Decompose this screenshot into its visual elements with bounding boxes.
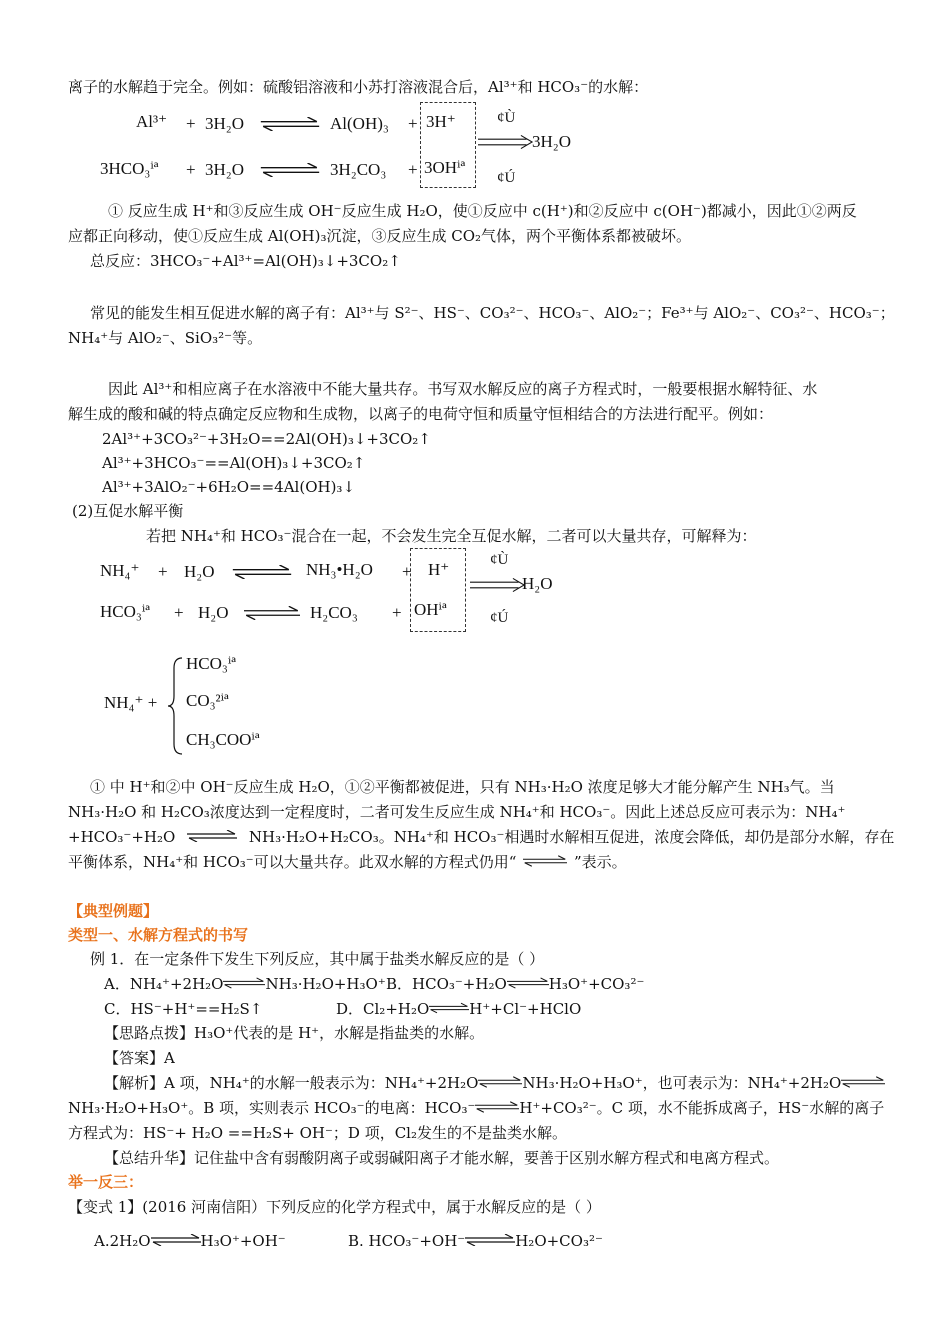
option-d — [336, 998, 581, 1020]
analysis-line-2 — [68, 1097, 884, 1119]
heading-type-1: 类型一、水解方程式的书写 — [68, 926, 249, 944]
scheme2-r1-water: H₂O — [184, 562, 215, 581]
analysis-line-3: 方程式为：HS⁻+ H₂O ==H₂S+ OH⁻；D 项，Cl₂发生的不是盐类水解。 — [68, 1124, 567, 1142]
equilibrium-arrow — [232, 565, 292, 579]
para-explain-2d-lead: 平衡体系，NH₄⁺和 HCO₃⁻可以大量共存。此双水解的方程式仍用“ — [68, 853, 517, 871]
scheme2-r2-plus: + — [174, 603, 184, 622]
scheme1-r1-plus: + — [186, 114, 196, 133]
dashed-box — [420, 102, 476, 188]
variant-option-a-rest: H₃O⁺+OH⁻ — [200, 1232, 286, 1250]
equilibrium-arrow — [244, 606, 300, 620]
para-explain-2d-rest: ”表示。 — [573, 853, 627, 871]
option-c: C．HS⁻+H⁺==H₂S↑ — [104, 1000, 263, 1018]
variant-option-b — [348, 1230, 603, 1252]
para-intro: 离子的水解趋于完全。例如：硫酸铝溶液和小苏打溶液混合后，Al³⁺和 HCO₃⁻的水解： — [68, 78, 649, 96]
variant-option-a — [94, 1230, 286, 1252]
para-explain-1b: 应都正向移动，使①反应生成 Al(OH)₃沉淀，③反应生成 CO₂气体，两个平衡体系都被破坏。 — [68, 227, 692, 245]
scheme2-r2-plus2: + — [392, 603, 402, 622]
para-total-reaction: 总反应：3HCO₃⁻+Al³⁺=Al(OH)₃↓+3CO₂↑ — [90, 252, 401, 270]
brace-item-1: HCO₃ⁱª — [186, 654, 236, 673]
scheme2-r2-ion: OHⁱª — [414, 600, 447, 619]
heading-practice: 举一反三： — [68, 1173, 144, 1191]
scheme2-r2-water: H₂O — [198, 603, 229, 622]
analysis-line-1 — [104, 1072, 885, 1094]
variant-option-a-lead: A.2H₂O — [94, 1232, 151, 1250]
option-b-lead: B．HCO₃⁻+H₂O — [386, 975, 507, 993]
option-d-rest: H⁺+Cl⁻+HClO — [469, 1000, 582, 1018]
scheme2-r1-product: NH₃•H₂O — [306, 560, 373, 579]
scheme1-mark-1: ¢Ù — [497, 110, 516, 126]
scheme2-r1-left: NH₄⁺ — [100, 561, 140, 580]
para-common-ions-a: 常见的能发生相互促进水解的离子有：Al³⁺与 S²⁻、HS⁻、CO₃²⁻、HCO₃⁻、AlO₂⁻；Fe³⁺与 AlO₂⁻、CO₃²⁻、HCO₃⁻； — [90, 304, 895, 322]
scheme1-product: 3H₂O — [532, 132, 571, 151]
equilibrium-arrow — [429, 1002, 469, 1014]
dashed-box — [410, 548, 466, 632]
equilibrium-arrow — [523, 855, 567, 867]
scheme1-r1-ion: 3H⁺ — [426, 112, 456, 131]
analysis-1-mid: NH₃·H₂O+H₃O⁺，也可表示为：NH₄⁺+2H₂O — [522, 1074, 842, 1092]
analysis-2-lead: NH₃·H₂O+H₃O⁺。B 项，实则表示 HCO₃⁻的电离：HCO₃⁻ — [68, 1099, 476, 1117]
equilibrium-arrow — [260, 117, 320, 131]
product-arrow — [470, 577, 526, 593]
brace-item-3: CH₃COOⁱª — [186, 730, 260, 749]
scheme1-r2-ion: 3OHⁱª — [424, 158, 466, 177]
equation-2: Al³⁺+3HCO₃⁻==Al(OH)₃↓+3CO₂↑ — [102, 454, 366, 472]
equilibrium-arrow — [507, 977, 549, 989]
section-heading-2: (2)互促水解平衡 — [72, 502, 184, 520]
para-explain-2b: NH₃·H₂O 和 H₂CO₃浓度达到一定程度时，二者可发生反应生成 NH₄⁺和 HCO₃⁻。因此上述总反应可表示为：NH₄⁺ — [68, 803, 846, 821]
equilibrium-arrow — [223, 977, 265, 989]
equilibrium-arrow — [475, 1101, 519, 1113]
equilibrium-arrow — [478, 1076, 522, 1088]
para-common-ions-b: NH₄⁺与 AlO₂⁻、SiO₃²⁻等。 — [68, 329, 263, 347]
equilibrium-arrow — [186, 830, 238, 842]
scheme1-mark-2: ¢Ú — [497, 170, 516, 186]
option-a-lead: A．NH₄⁺+2H₂O — [104, 975, 224, 993]
analysis-2-rest: H⁺+CO₃²⁻。C 项，水不能拆成离子，HS⁻水解的离子 — [519, 1099, 885, 1117]
scheme2-r2-product: H₂CO₃ — [310, 603, 358, 622]
scheme1-r1-water: 3H₂O — [205, 114, 244, 133]
analysis-1-lead: 【解析】A 项，NH₄⁺的水解一般表示为：NH₄⁺+2H₂O — [104, 1074, 479, 1092]
variant-1-question: 【变式 1】(2016 河南信阳）下列反应的化学方程式中，属于水解反应的是（ ） — [68, 1198, 601, 1216]
para-explain-2a: ① 中 H⁺和②中 OH⁻反应生成 H₂O，①②平衡都被促进，只有 NH₃·H₂O 浓度足够大才能分解产生 NH₃气。当 — [90, 778, 835, 796]
para-explain-2d — [68, 851, 627, 873]
option-a-rest: NH₃·H₂O+H₃O⁺ — [265, 975, 386, 993]
equilibrium-arrow — [841, 1076, 885, 1088]
scheme1-r1-plus2: + — [408, 114, 418, 133]
para-explain-2c-lead: +HCO₃⁻+H₂O — [68, 828, 176, 846]
option-b-rest: H₃O⁺+CO₃²⁻ — [548, 975, 645, 993]
brace-left: NH₄⁺ + — [104, 693, 158, 712]
equilibrium-arrow — [465, 1234, 515, 1246]
para-explain-2c — [68, 826, 894, 848]
para-coexist-b: 解生成的酸和碱的特点确定反应物和生成物，以离子的电荷守恒和质量守恒相结合的方法进行配平。例如： — [68, 405, 774, 423]
scheme1-r2-left: 3HCO₃ⁱª — [100, 159, 159, 178]
product-arrow — [478, 134, 534, 150]
option-a — [104, 973, 386, 995]
variant-option-b-rest: H₂O+CO₃²⁻ — [515, 1232, 603, 1250]
scheme2-mark-2: ¢Ú — [490, 610, 509, 626]
hint: 【思路点拨】H₃O⁺代表的是 H⁺，水解是指盐类的水解。 — [104, 1024, 485, 1042]
option-d-lead: D．Cl₂+H₂O — [336, 1000, 430, 1018]
scheme2-r1-plus: + — [158, 562, 168, 581]
option-b — [386, 973, 644, 995]
example-1-question: 例 1．在一定条件下发生下列反应，其中属于盐类水解反应的是（ ） — [90, 950, 545, 968]
scheme1-r2-plus2: + — [408, 160, 418, 179]
scheme1-r2-plus: + — [186, 160, 196, 179]
scheme1-r1-product: Al(OH)₃ — [330, 114, 389, 133]
para-nh4-hco3: 若把 NH₄⁺和 HCO₃⁻混合在一起，不会发生完全互促水解，二者可以大量共存，可解释为： — [146, 527, 757, 545]
equation-1: 2Al³⁺+3CO₃²⁻+3H₂O==2Al(OH)₃↓+3CO₂↑ — [102, 430, 431, 448]
equilibrium-arrow — [151, 1234, 201, 1246]
equilibrium-arrow — [260, 163, 320, 177]
para-coexist-a: 因此 Al³⁺和相应离子在水溶液中不能大量共存。书写双水解反应的离子方程式时，一般要根据水解特征、水 — [108, 380, 818, 398]
scheme2-r1-ion: H⁺ — [428, 560, 450, 579]
para-explain-2c-rest: NH₃·H₂O+H₂CO₃。NH₄⁺和 HCO₃⁻相遇时水解相互促进，浓度会降低，却仍是部分水解，存在 — [248, 828, 895, 846]
answer: 【答案】A — [104, 1049, 175, 1067]
scheme2-mark-1: ¢Ù — [490, 552, 509, 568]
curly-brace — [166, 656, 184, 756]
summary: 【总结升华】记住盐中含有弱酸阴离子或弱碱阳离子才能水解，要善于区别水解方程式和电离方程式。 — [104, 1149, 780, 1167]
scheme1-r2-product: 3H₂CO₃ — [330, 160, 387, 179]
equation-3: Al³⁺+3AlO₂⁻+6H₂O==4Al(OH)₃↓ — [102, 478, 356, 496]
scheme2-r2-left: HCO₃ⁱª — [100, 602, 150, 621]
scheme1-r1-left: Al³⁺ — [136, 112, 168, 131]
scheme2-r1-plus2: + — [402, 562, 412, 581]
scheme1-r2-water: 3H₂O — [205, 160, 244, 179]
variant-option-b-lead: B. HCO₃⁻+OH⁻ — [348, 1232, 466, 1250]
heading-typical-examples: 【典型例题】 — [68, 902, 159, 920]
para-explain-1a: ① 反应生成 H⁺和③反应生成 OH⁻反应生成 H₂O，使①反应中 c(H⁺)和②反应中 c(OH⁻)都减小，因此①②两反 — [108, 202, 857, 220]
scheme2-product: H₂O — [522, 574, 553, 593]
brace-item-2: CO₃²ⁱª — [186, 691, 229, 710]
